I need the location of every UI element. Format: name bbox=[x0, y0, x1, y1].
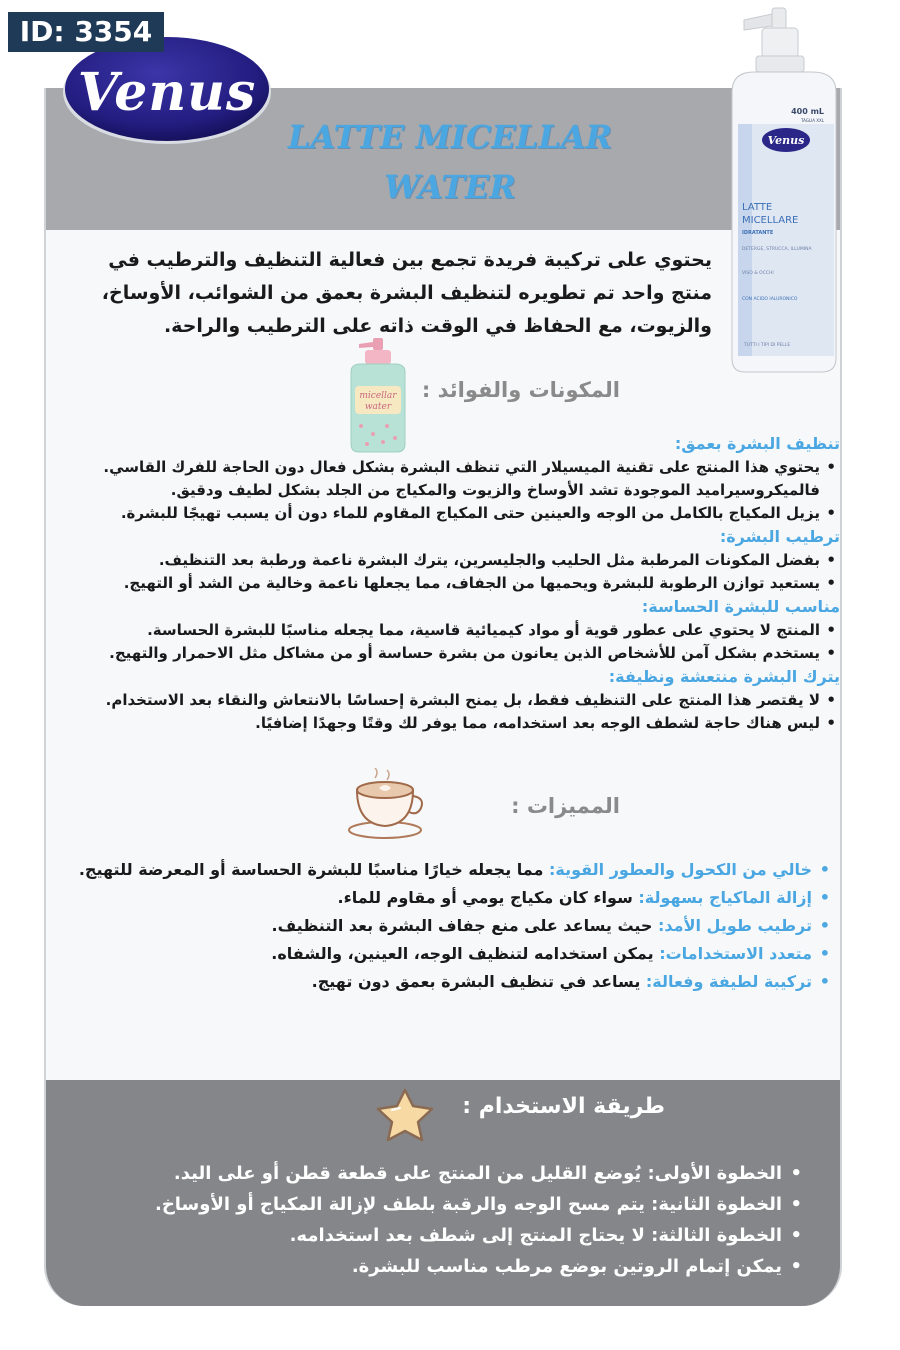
benefits-section bbox=[50, 432, 840, 735]
list-item: • يستخدم بشكل آمن للأشخاص الذين يعانون من بشرة حساسة أو من مشاكل مثل الاحمرار والتهيج. bbox=[50, 642, 820, 665]
bottle-brand: Venus bbox=[767, 134, 805, 147]
feature-item bbox=[50, 856, 812, 884]
usage-step: • الخطوة الثانية: يتم مسح الوجه والرقبة بلطف لإزالة المكياج أو الأوساخ. bbox=[60, 1189, 782, 1220]
features-heading: المميزات : bbox=[511, 794, 620, 818]
usage-step: • يمكن إتمام الروتين بوضع مرطب مناسب للبشرة. bbox=[60, 1251, 782, 1282]
bottle-name-1: LATTE bbox=[742, 202, 773, 213]
ingredients-heading: المكونات والفوائد : bbox=[421, 378, 620, 402]
feature-text: مما يجعله خيارًا مناسبًا للبشرة الحساسة أو المعرضة للتهيج. bbox=[78, 860, 549, 879]
feature-item bbox=[50, 884, 812, 912]
feature-label: خالي من الكحول والعطور القوية: bbox=[548, 860, 812, 879]
list-item: • يستعيد توازن الرطوبة للبشرة ويحميها من الجفاف، مما يجعلها ناعمة وخالية من الشد أو التهيج. bbox=[50, 572, 820, 595]
feature-item bbox=[50, 968, 812, 996]
bottle-name-2: MICELLARE bbox=[742, 215, 799, 226]
benefit-title: مناسب للبشرة الحساسة: bbox=[641, 597, 840, 616]
benefit-title: تنظيف البشرة بعمق: bbox=[674, 434, 840, 453]
benefit-list bbox=[50, 689, 840, 735]
mini-bottle-text-2: water bbox=[364, 402, 392, 412]
features-list bbox=[50, 856, 840, 996]
feature-label: إزالة الماكياج بسهولة: bbox=[638, 888, 812, 907]
benefit-group bbox=[50, 595, 840, 665]
product-title bbox=[240, 112, 660, 212]
bottle-area: VISO & OCCHI bbox=[742, 271, 774, 276]
feature-item bbox=[50, 940, 812, 968]
star-icon bbox=[372, 1086, 438, 1144]
title-line-1: LATTE MICELLAR bbox=[287, 118, 613, 156]
bottle-size: 400 mL bbox=[791, 107, 824, 116]
bottle-size-sub: TAGLIA XXL bbox=[800, 118, 824, 123]
usage-step: • الخطوة الثالثة: لا يحتاج المنتج إلى شطف بعد استخدامه. bbox=[60, 1220, 782, 1251]
usage-heading: طريقة الاستخدام : bbox=[462, 1094, 665, 1119]
benefit-list bbox=[50, 456, 840, 525]
benefit-title: ترطيب البشرة: bbox=[719, 527, 840, 546]
benefit-list bbox=[50, 549, 840, 595]
feature-label: تركيبة لطيفة وفعالة: bbox=[645, 972, 812, 991]
title-line-2: WATER bbox=[384, 168, 516, 206]
list-item: • لا يقتصر هذا المنتج على التنظيف فقط، بل يمنح البشرة إحساسًا بالانتعاش والنقاء بعد الاستخدام. bbox=[50, 689, 820, 712]
list-item: • يزيل المكياج بالكامل من الوجه والعينين حتى المكياج المقاوم للماء دون أن يسبب تهيجًا للبشرة. bbox=[50, 502, 820, 525]
usage-step: • الخطوة الأولى: يُوضع القليل من المنتج على قطعة قطن أو على اليد. bbox=[60, 1158, 782, 1189]
benefit-group bbox=[50, 665, 840, 735]
benefit-list bbox=[50, 619, 840, 665]
feature-text: حيث يساعد على منع جفاف البشرة بعد التنظيف. bbox=[271, 916, 659, 935]
feature-text: يمكن استخدامه لتنظيف الوجه، العينين، والشفاه. bbox=[271, 944, 660, 963]
list-item: • بفضل المكونات المرطبة مثل الحليب والجليسرين، يترك البشرة ناعمة ورطبة بعد التنظيف. bbox=[50, 549, 820, 572]
list-item: • المنتج لا يحتوي على عطور قوية أو مواد كيميائية قاسية، مما يجعله مناسبًا للبشرة الحساسة. bbox=[50, 619, 820, 642]
list-item: • ليس هناك حاجة لشطف الوجه بعد استخدامه، مما يوفر لك وقتًا وجهدًا إضافيًا. bbox=[50, 712, 820, 735]
id-badge: ID: 3354 bbox=[8, 12, 164, 52]
usage-steps bbox=[60, 1158, 810, 1282]
bottle-claim: DETERGE, STRUCCA, ILLUMINA bbox=[742, 247, 812, 252]
logo-text: Venus bbox=[77, 61, 257, 123]
feature-text: سواء كان مكياج يومي أو مقاوم للماء. bbox=[337, 888, 639, 907]
bottle-type: IDRATANTE bbox=[742, 230, 774, 236]
intro-paragraph: يحتوي على تركيبة فريدة تجمع بين فعالية التنظيف والترطيب في منتج واحد تم تطويره لتنظيف البشرة بعمق من الشوائب، الأوساخ، والزيوت، مع الحفاظ في الوقت ذاته على الترطيب والراحة. bbox=[101, 249, 712, 337]
benefit-title: يترك البشرة منتعشة ونظيفة: bbox=[608, 667, 840, 686]
benefit-group bbox=[50, 432, 840, 525]
mini-bottle-text-1: micellar bbox=[359, 391, 397, 401]
feature-label: ترطيب طويل الأمد: bbox=[658, 916, 812, 935]
bottle-skin: TUTTI I TIPI DI PELLE bbox=[744, 343, 791, 348]
list-item: • يحتوي هذا المنتج على تقنية الميسيلار التي تنظف البشرة بشكل فعال دون الحاجة للفرك القاسي. فالميكروسيراميد الموجودة تشد الأوساخ والزيوت والمكياج من الجلد بشكل لطيف ودقيق. bbox=[50, 456, 820, 502]
feature-text: يساعد في تنظيف البشرة بعمق دون تهيج. bbox=[311, 972, 646, 991]
feature-label: متعدد الاستخدامات: bbox=[659, 944, 812, 963]
product-bottle-image bbox=[724, 6, 842, 376]
bottle-ingredient: CON ACIDO IALURONICO bbox=[742, 297, 798, 302]
benefit-group bbox=[50, 525, 840, 595]
feature-item bbox=[50, 912, 812, 940]
